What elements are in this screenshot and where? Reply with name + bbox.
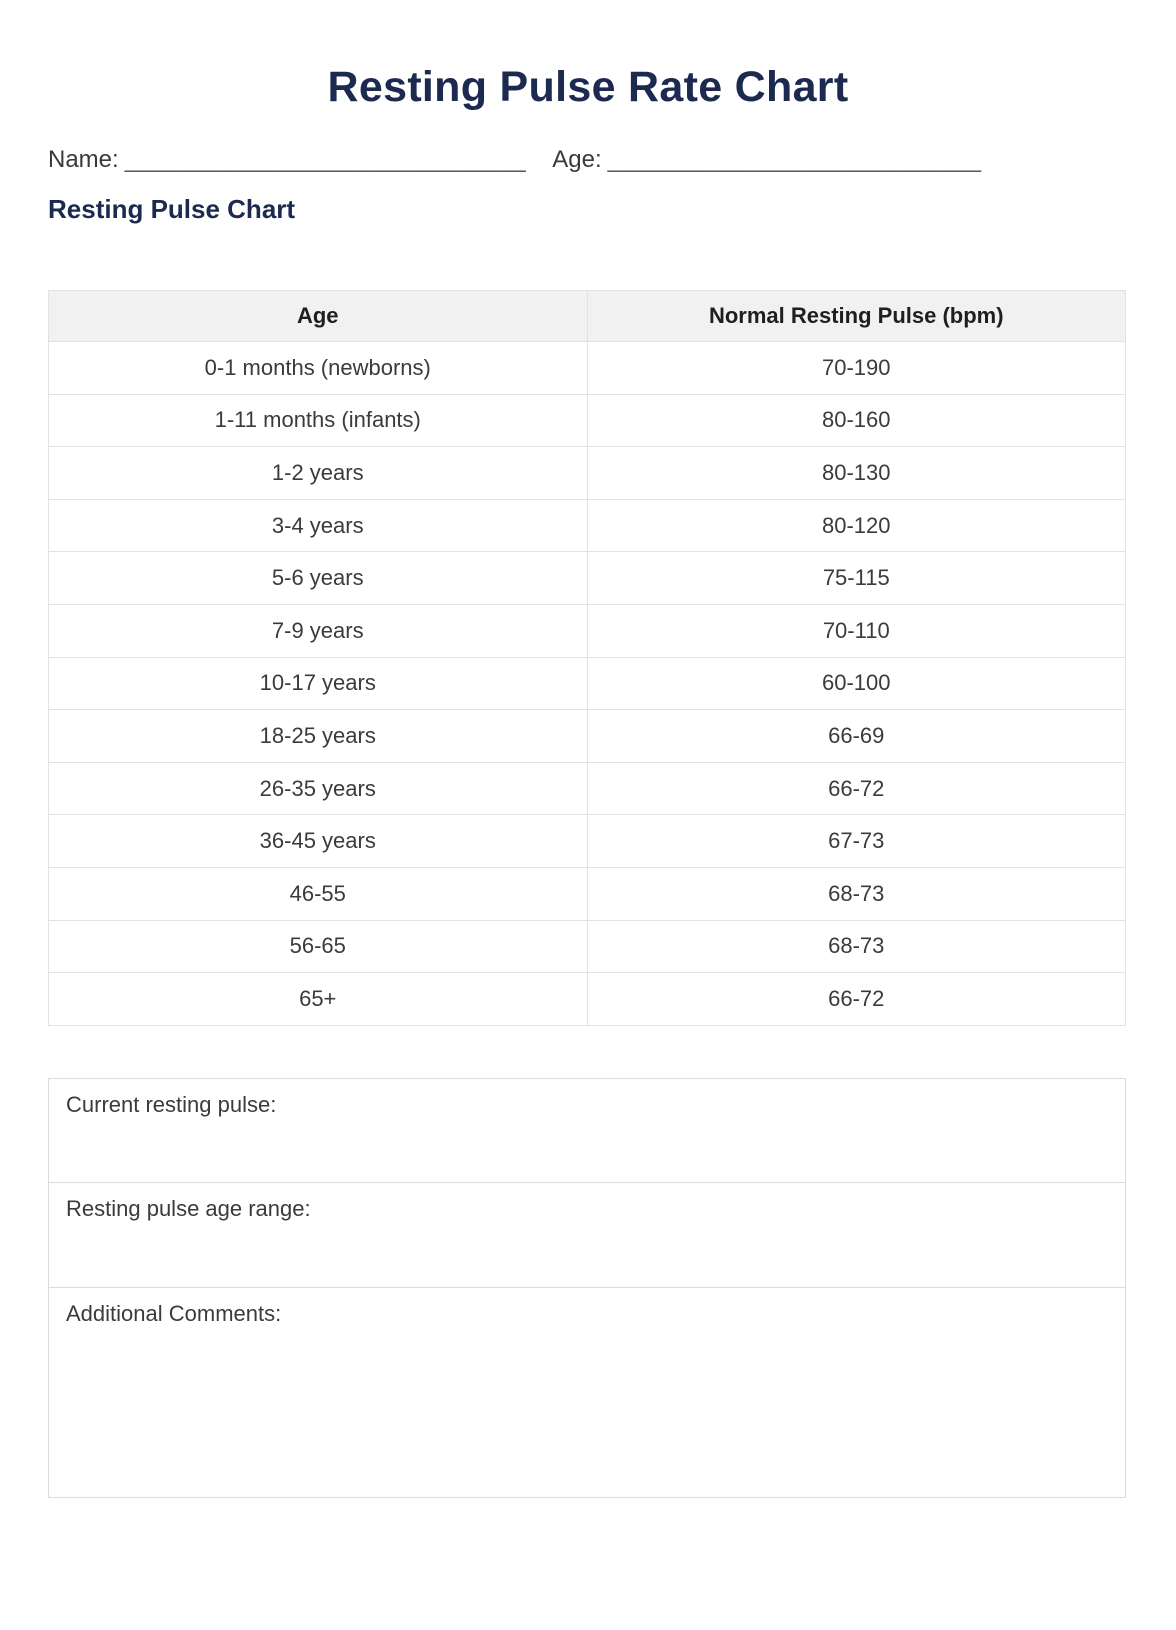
- table-row: [49, 920, 1126, 973]
- age-cell: 1-11 months (infants): [49, 394, 588, 447]
- table-row: [49, 657, 1126, 710]
- age-cell: 1-2 years: [49, 447, 588, 500]
- age-cell: 26-35 years: [49, 762, 588, 815]
- age-cell: 18-25 years: [49, 710, 588, 763]
- table-row: [49, 342, 1126, 395]
- pulse-range-cell: 75-115: [587, 552, 1126, 605]
- table-row: [49, 973, 1126, 1026]
- table-row: [49, 552, 1126, 605]
- pulse-column-header: Normal Resting Pulse (bpm): [587, 291, 1126, 342]
- pulse-range-cell: 70-110: [587, 604, 1126, 657]
- pulse-range-cell: 80-120: [587, 499, 1126, 552]
- resting-pulse-table: [48, 290, 1126, 1026]
- pulse-range-cell: 66-72: [587, 973, 1126, 1026]
- resting-pulse-age-range-label: Resting pulse age range:: [66, 1196, 311, 1221]
- age-cell: 0-1 months (newborns): [49, 342, 588, 395]
- table-header-row: [49, 291, 1126, 342]
- age-label: Age:: [552, 146, 602, 173]
- pulse-range-cell: 60-100: [587, 657, 1126, 710]
- age-cell: 10-17 years: [49, 657, 588, 710]
- age-cell: 46-55: [49, 867, 588, 920]
- current-resting-pulse-label: Current resting pulse:: [66, 1092, 277, 1117]
- table-row: [49, 604, 1126, 657]
- name-input-line[interactable]: _____________________________: [124, 146, 527, 173]
- notes-box: [48, 1078, 1126, 1498]
- age-cell: 7-9 years: [49, 604, 588, 657]
- table-row: [49, 447, 1126, 500]
- additional-comments-label: Additional Comments:: [66, 1301, 282, 1326]
- pulse-range-cell: 80-160: [587, 394, 1126, 447]
- age-cell: 56-65: [49, 920, 588, 973]
- name-label: Name:: [48, 146, 119, 173]
- pulse-range-cell: 70-190: [587, 342, 1126, 395]
- age-cell: 65+: [49, 973, 588, 1026]
- table-row: [49, 499, 1126, 552]
- additional-comments-field[interactable]: [49, 1288, 1125, 1497]
- pulse-range-cell: 68-73: [587, 920, 1126, 973]
- table-row: [49, 710, 1126, 763]
- age-cell: 3-4 years: [49, 499, 588, 552]
- pulse-range-cell: 66-72: [587, 762, 1126, 815]
- pulse-range-cell: 66-69: [587, 710, 1126, 763]
- age-input-line[interactable]: ___________________________: [607, 146, 982, 173]
- pulse-range-cell: 67-73: [587, 815, 1126, 868]
- table-row: [49, 394, 1126, 447]
- age-column-header: Age: [49, 291, 588, 342]
- pulse-range-cell: 68-73: [587, 867, 1126, 920]
- age-cell: 5-6 years: [49, 552, 588, 605]
- age-cell: 36-45 years: [49, 815, 588, 868]
- table-row: [49, 867, 1126, 920]
- section-heading: Resting Pulse Chart: [48, 194, 296, 224]
- table-row: [49, 815, 1126, 868]
- current-resting-pulse-field[interactable]: [49, 1079, 1125, 1183]
- page-title: Resting Pulse Rate Chart: [327, 63, 849, 111]
- pulse-range-cell: 80-130: [587, 447, 1126, 500]
- name-age-row: [48, 146, 982, 174]
- resting-pulse-age-range-field[interactable]: [49, 1183, 1125, 1288]
- table-row: [49, 762, 1126, 815]
